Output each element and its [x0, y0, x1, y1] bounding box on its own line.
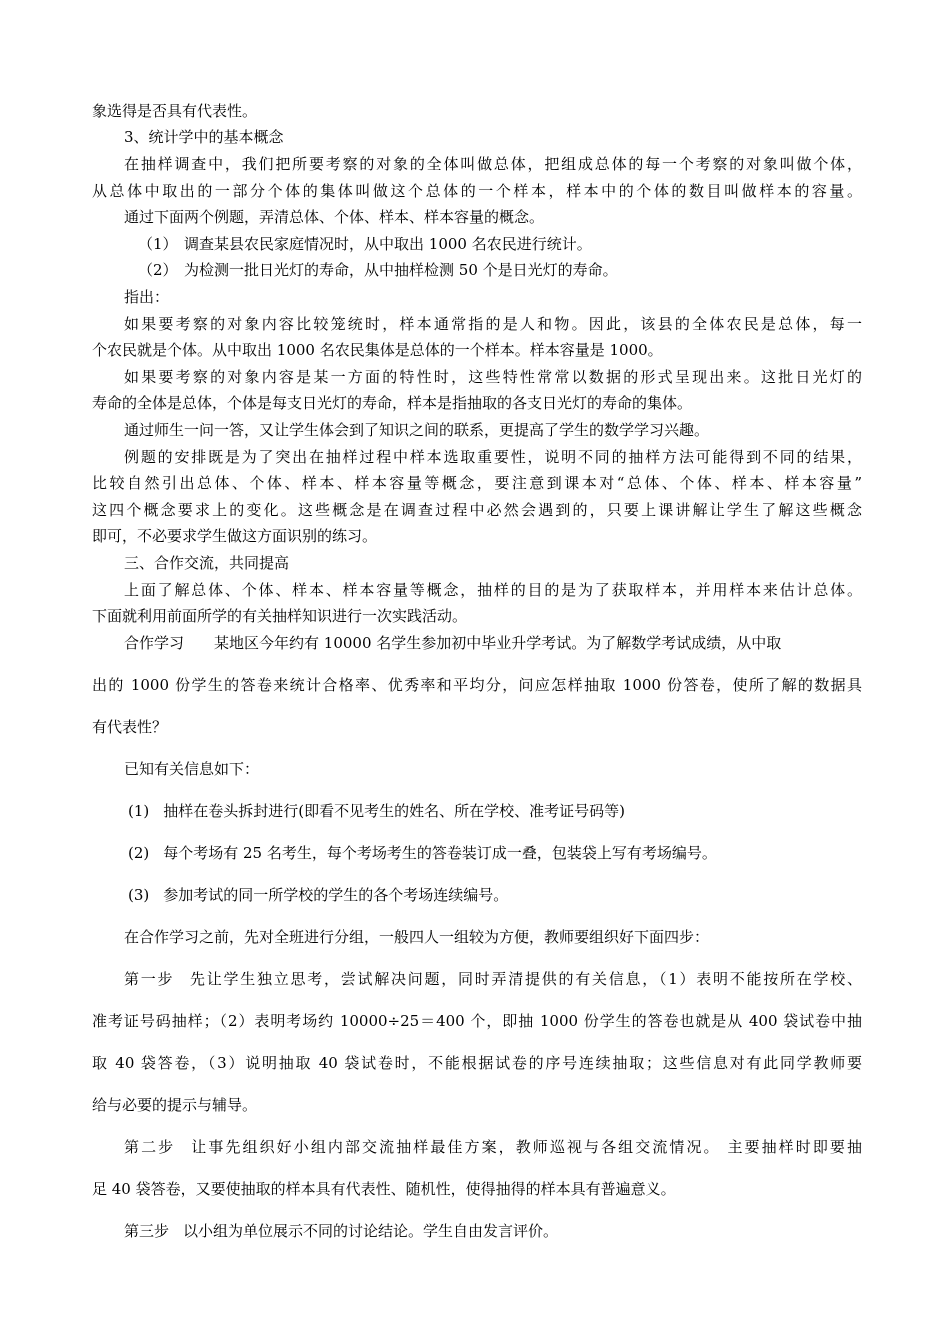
- paragraph-line: 给与必要的提示与辅导。: [92, 1096, 258, 1114]
- section-heading: 3、统计学中的基本概念: [124, 128, 284, 146]
- step-text: 让事先组织好小组内部交流抽样最佳方案，教师巡视与各组交流情况。 主要抽样时即要抽: [189, 1138, 862, 1156]
- info-text: 抽样在卷头拆封进行(即看不见考生的姓名、所在学校、准考证号码等): [163, 802, 625, 820]
- paragraph-line: 取 40 袋答卷，（3）说明抽取 40 袋试卷时，不能根据试卷的序号连续抽取；这些信息对有此同学教师要: [92, 1054, 862, 1072]
- step-three-paragraph: [124, 1221, 862, 1241]
- step-one-paragraph: [124, 969, 862, 989]
- paragraph-line: 这四个概念要求上的变化。这些概念是在调查过程中必然会遇到的，只要上课讲解让学生了解这些概念: [92, 501, 862, 519]
- paragraph-line: 通过师生一问一答，又让学生体会到了知识之间的联系，更提高了学生的数学学习兴趣。: [124, 421, 710, 439]
- paragraph-line: 比较自然引出总体、个体、样本、样本容量等概念，要注意到课本对“总体、个体、样本、样本容量”: [92, 474, 862, 492]
- paragraph-line: 通过下面两个例题，弄清总体、个体、样本、样本容量的概念。: [124, 208, 545, 226]
- cooperative-learning-paragraph: [124, 633, 862, 653]
- cooperative-learning-label: 合作学习: [124, 634, 185, 652]
- paragraph-line: 在抽样调查中，我们把所要考察的对象的全体叫做总体，把组成总体的每一个考察的对象叫做个体，: [124, 155, 862, 173]
- step-two-paragraph: [124, 1137, 862, 1157]
- example-item: [138, 260, 862, 280]
- info-number: (1): [128, 802, 150, 820]
- info-text: 参加考试的同一所学校的学生的各个考场连续编号。: [163, 886, 509, 904]
- paragraph-line: 指出：: [124, 288, 170, 306]
- paragraph-line: 从总体中取出的一部分个体的集体叫做这个总体的一个样本，样本中的个体的数目叫做样本的容量。: [92, 182, 862, 200]
- paragraph-line: 出的 1000 份学生的答卷来统计合格率、优秀率和平均分，问应怎样抽取 1000 份答卷，使所了解的数据具: [92, 676, 862, 694]
- paragraph-line: 寿命的全体是总体，个体是每支日光灯的寿命，样本是指抽取的各支日光灯的寿命的集体。: [92, 394, 693, 412]
- paragraph-line: 即可，不必要求学生做这方面识别的练习。: [92, 527, 378, 545]
- example-number: （2）: [138, 261, 178, 279]
- example-number: （1）: [138, 235, 178, 253]
- paragraph-line: 如果要考察的对象内容是某一方面的特性时，这些特性常常以数据的形式呈现出来。这批日光灯的: [124, 368, 862, 386]
- paragraph-line: 有代表性？: [92, 718, 168, 736]
- info-item: [128, 801, 862, 821]
- step-label: 第三步: [124, 1222, 170, 1240]
- paragraph-line: 象选得是否具有代表性。: [92, 102, 258, 120]
- paragraph-line: 个农民就是个体。从中取出 1000 名农民集体是总体的一个样本。样本容量是 1000。: [92, 341, 663, 359]
- example-text: 为检测一批日光灯的寿命，从中抽样检测 50 个是日光灯的寿命。: [184, 261, 618, 279]
- section-heading: 三、合作交流，共同提高: [124, 554, 290, 572]
- info-item: [128, 843, 862, 863]
- paragraph-line: 下面就利用前面所学的有关抽样知识进行一次实践活动。: [92, 607, 468, 625]
- example-text: 调查某县农民家庭情况时，从中取出 1000 名农民进行统计。: [184, 235, 592, 253]
- paragraph-line: 在合作学习之前，先对全班进行分组，一般四人一组较为方便，教师要组织好下面四步：: [124, 928, 710, 946]
- example-item: [138, 234, 862, 254]
- info-number: (2): [128, 844, 150, 862]
- paragraph-line: 如果要考察的对象内容比较笼统时，样本通常指的是人和物。因此，该县的全体农民是总体，每一: [124, 315, 862, 333]
- step-label: 第二步: [124, 1138, 176, 1156]
- step-text: 先让学生独立思考，尝试解决问题，同时弄清提供的有关信息，（1）表明不能按所在学校、: [188, 970, 862, 988]
- paragraph-line: 例题的安排既是为了突出在抽样过程中样本选取重要性，说明不同的抽样方法可能得到不同的结果，: [124, 448, 862, 466]
- info-item: [128, 885, 862, 905]
- step-text: 以小组为单位展示不同的讨论结论。学生自由发言评价。: [183, 1222, 559, 1240]
- cooperative-learning-text: 某地区今年约有 10000 名学生参加初中毕业升学考试。为了解数学考试成绩，从中取: [214, 634, 782, 652]
- info-number: (3): [128, 886, 150, 904]
- paragraph-line: 上面了解总体、个体、样本、样本容量等概念，抽样的目的是为了获取样本，并用样本来估计总体。: [124, 581, 862, 599]
- paragraph-line: 已知有关信息如下：: [124, 760, 260, 778]
- paragraph-line: 准考证号码抽样；（2）表明考场约 10000÷25＝400 个，即抽 1000 份学生的答卷也就是从 400 袋试卷中抽: [92, 1012, 862, 1030]
- paragraph-line: 足 40 袋答卷，又要使抽取的样本具有代表性、随机性，使得抽得的样本具有普遍意义。: [92, 1180, 676, 1198]
- step-label: 第一步: [124, 970, 175, 988]
- info-text: 每个考场有 25 名考生，每个考场考生的答卷装订成一叠，包装袋上写有考场编号。: [163, 844, 717, 862]
